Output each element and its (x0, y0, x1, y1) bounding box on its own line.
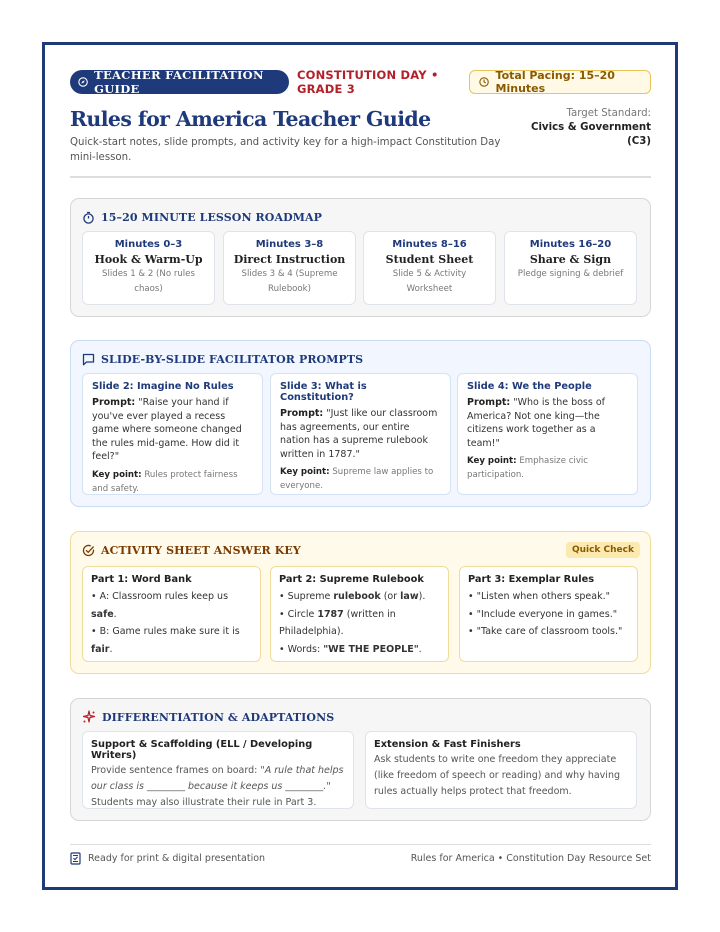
roadmap-step-desc: Pledge signing & debrief (517, 269, 624, 279)
key-point-label: Key point: (280, 467, 330, 477)
event-tag: CONSTITUTION DAY • GRADE 3 (296, 68, 439, 96)
key-point-label: Key point: (92, 469, 142, 480)
prompt-text: "Raise your hand if you've ever played a recess game where someone changed the rules mid-game. How did it feel?" (92, 397, 242, 462)
footer-right-text: Rules for America • Constitution Day Resource Set (410, 853, 651, 864)
answer-card-title: Part 3: Exemplar Rules (468, 574, 595, 585)
answer-word: fair (91, 643, 110, 655)
answer-item: • "Take care of classroom tools." (468, 626, 623, 637)
prompt-label: Prompt: (92, 397, 136, 408)
title-block (70, 106, 510, 165)
key-point-text: Rules protect fairness and safety. (92, 469, 238, 494)
roadmap-step-time: Minutes 8–16 (392, 239, 467, 250)
roadmap-step (82, 231, 215, 305)
clock-icon (479, 76, 489, 88)
answer-word: "WE THE PEOPLE" (323, 643, 419, 655)
prompt-card-key (280, 465, 441, 493)
standard-label: Target Standard: (566, 108, 651, 119)
answer-key-section (70, 531, 651, 674)
prompts-heading-text: SLIDE-BY-SLIDE FACILITATOR PROMPTS (101, 352, 364, 366)
page-title: Rules for America Teacher Guide (70, 107, 431, 131)
answer-text: ). (418, 591, 426, 602)
standard-value-line1: Civics & Government (530, 122, 651, 133)
answer-text: Circle (287, 608, 318, 620)
prompt-card-body (467, 396, 628, 450)
roadmap-step-name: Hook & Warm-Up (94, 253, 203, 266)
answer-text: . (418, 643, 422, 655)
pacing-badge (469, 70, 651, 94)
answer-text: (or (380, 591, 401, 602)
page-content (70, 68, 651, 864)
roadmap-step-desc: Slides 3 & 4 (Supreme Rulebook) (241, 269, 338, 294)
prompt-text: "Who is the boss of America? Not one king—the citizens work together as a team!" (467, 397, 606, 449)
answer-key-heading (82, 542, 650, 558)
answer-text: "Include everyone in games." (476, 608, 618, 620)
target-standard (531, 107, 651, 165)
speech-bubble-icon (82, 353, 95, 366)
prompt-card-title: Slide 2: Imagine No Rules (92, 381, 234, 392)
stopwatch-icon (82, 211, 95, 224)
answer-card-part1 (82, 566, 261, 662)
answer-item: • "Listen when others speak." (468, 591, 610, 602)
prompt-card (457, 373, 638, 495)
prompt-label: Prompt: (280, 408, 324, 419)
extension-title: Extension & Fast Finishers (374, 739, 521, 750)
roadmap-step-desc: Slide 5 & Activity Worksheet (392, 269, 467, 294)
answer-item: • Supreme rulebook (or law). (279, 591, 426, 602)
roadmap-step-desc: Slides 1 & 2 (No rules chaos) (102, 269, 195, 294)
book-icon (70, 852, 81, 865)
answer-text: Supreme (287, 591, 334, 602)
sentence-frame: "A rule that helps our class is ________ because it keeps us ________." (91, 765, 344, 792)
answer-item: • Circle 1787 (written in Philadelphia). (279, 608, 396, 637)
answer-text: "Take care of classroom tools." (476, 626, 623, 637)
extension-card (365, 731, 637, 809)
support-card (82, 731, 354, 809)
prompt-card (82, 373, 263, 495)
roadmap-step-time: Minutes 3–8 (255, 239, 324, 250)
compass-icon (78, 76, 88, 88)
support-title: Support & Scaffolding (ELL / Developing Writers) (91, 739, 313, 761)
answer-card-part3 (459, 566, 638, 662)
answer-text: . (113, 608, 117, 620)
prompt-card-body (280, 407, 441, 461)
answer-key-heading-text: ACTIVITY SHEET ANSWER KEY (101, 543, 301, 557)
answer-word: 1787 (317, 608, 344, 620)
support-body (91, 763, 345, 811)
prompt-text: "Just like our classroom has agreements, our entire nation has a supreme rulebook written in 1787." (280, 408, 438, 460)
prompt-card (270, 373, 451, 495)
footer-left-text: Ready for print & digital presentation (88, 853, 266, 864)
roadmap-step-name: Student Sheet (385, 253, 474, 266)
differentiation-heading-text: DIFFERENTIATION & ADAPTATIONS (102, 710, 335, 724)
answer-word: law (400, 591, 419, 602)
roadmap-step (223, 231, 356, 305)
header-divider (70, 176, 651, 178)
check-circle-icon (82, 544, 95, 557)
answer-text: (written in Philadelphia). (279, 608, 396, 637)
answer-card-title: Part 1: Word Bank (91, 574, 192, 585)
extension-body: Ask students to write one freedom they appreciate (like freedom of speech or reading) and why having rules actually helps protect that freedom. (374, 754, 620, 797)
answer-card-part2 (270, 566, 449, 662)
guide-label: TEACHER FACILITATION GUIDE (94, 68, 264, 96)
prompt-card-title: Slide 4: We the People (467, 381, 592, 392)
standard-value-line2: (C3) (627, 136, 651, 147)
lesson-roadmap-section (70, 198, 651, 317)
answer-card-title: Part 2: Supreme Rulebook (279, 574, 424, 585)
prompt-card-key (467, 454, 628, 482)
key-point-label: Key point: (467, 456, 517, 466)
answer-item: • A: Classroom rules keep us safe. (91, 591, 229, 620)
key-point-text: Emphasize civic participation. (467, 456, 589, 480)
guide-badge (70, 70, 289, 94)
answer-text: "Listen when others speak." (476, 591, 610, 602)
answer-text: . (109, 643, 113, 655)
prompts-heading (82, 351, 650, 367)
prompt-card-body (92, 396, 253, 464)
prompt-card-key (92, 468, 253, 496)
page-subtitle: Quick-start notes, slide prompts, and activity key for a high-impact Constitution Day mini-lesson. (70, 137, 501, 163)
support-text: Provide sentence frames on board: (91, 765, 261, 776)
facilitator-prompts-section (70, 340, 651, 507)
answer-text: B: Game rules make sure it is (99, 626, 240, 637)
prompt-label: Prompt: (467, 397, 511, 408)
roadmap-heading-text: 15–20 MINUTE LESSON ROADMAP (101, 210, 323, 224)
differentiation-heading (82, 709, 650, 725)
answer-text: Words: (287, 643, 324, 655)
differentiation-section (70, 698, 651, 821)
header-top (70, 70, 651, 94)
answer-text: A: Classroom rules keep us (99, 591, 229, 602)
quick-check-badge: Quick Check (566, 542, 640, 558)
answer-item: • Words: "WE THE PEOPLE". (279, 643, 422, 655)
roadmap-step (363, 231, 496, 305)
footer-left (70, 852, 265, 865)
sparkle-icon (82, 710, 96, 724)
answer-item: • "Include everyone in games." (468, 608, 618, 620)
page-frame (42, 42, 678, 890)
roadmap-step-name: Share & Sign (529, 253, 612, 266)
roadmap-step-time: Minutes 0–3 (114, 239, 183, 250)
title-row (70, 106, 651, 165)
roadmap-step (504, 231, 637, 305)
answer-item: • B: Game rules make sure it is fair. (91, 626, 240, 655)
roadmap-step-time: Minutes 16–20 (529, 239, 612, 250)
page-footer (70, 844, 651, 866)
prompt-card-title: Slide 3: What is Constitution? (280, 381, 367, 403)
key-point-text: Supreme law applies to everyone. (280, 467, 434, 491)
answer-word: rulebook (333, 591, 381, 602)
roadmap-heading (82, 209, 650, 225)
support-text: Students may also illustrate their rule in Part 3. (91, 797, 317, 808)
roadmap-step-name: Direct Instruction (233, 253, 346, 266)
answer-word: safe (91, 608, 114, 620)
pacing-label: Total Pacing: 15–20 Minutes (495, 69, 615, 95)
